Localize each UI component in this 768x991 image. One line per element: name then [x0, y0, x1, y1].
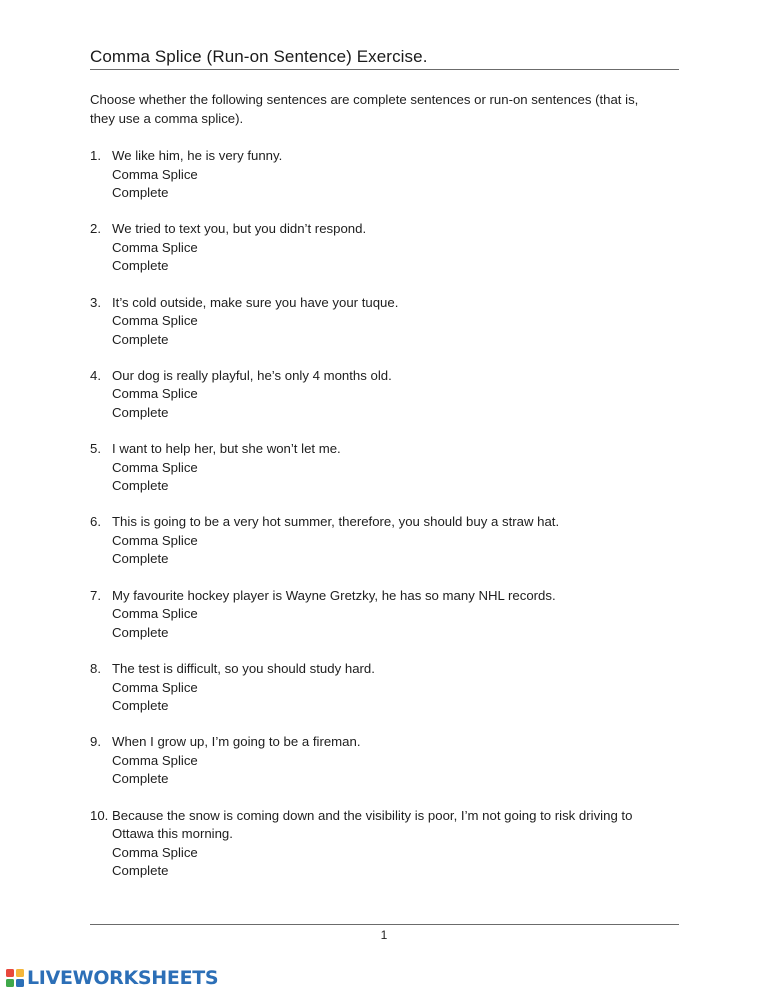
option-comma-splice[interactable]: Comma Splice — [112, 679, 198, 695]
question-sentence-line-1: Because the snow is coming down and the visibility is poor, I’m not going to risk driving to — [112, 807, 633, 823]
question-7 — [90, 587, 690, 643]
worksheet-title: Comma Splice (Run-on Sentence) Exercise. — [90, 47, 428, 66]
liveworksheets-brand[interactable] — [6, 965, 218, 991]
question-number: 7. — [90, 587, 101, 603]
option-comma-splice[interactable]: Comma Splice — [112, 239, 198, 255]
question-sentence-line-2: Ottawa this morning. — [112, 826, 233, 842]
option-complete[interactable]: Complete — [112, 771, 169, 787]
instructions-line-2: they use a comma splice). — [90, 110, 244, 126]
question-1 — [90, 147, 690, 203]
option-complete[interactable]: Complete — [112, 551, 169, 567]
option-comma-splice[interactable]: Comma Splice — [112, 606, 198, 622]
option-complete[interactable]: Complete — [112, 331, 169, 347]
instructions — [90, 91, 690, 128]
question-number: 6. — [90, 514, 101, 530]
question-number: 2. — [90, 221, 101, 237]
question-number: 9. — [90, 734, 101, 750]
question-sentence: We like him, he is very funny. — [112, 148, 283, 163]
option-comma-splice[interactable]: Comma Splice — [112, 166, 198, 182]
question-8 — [90, 660, 690, 716]
question-sentence: When I grow up, I’m going to be a fireman. — [112, 734, 361, 750]
option-comma-splice[interactable]: Comma Splice — [112, 459, 198, 475]
question-sentence: We tried to text you, but you didn’t respond. — [112, 221, 367, 237]
question-number: 5. — [90, 441, 101, 457]
liveworksheets-logo-icon — [6, 969, 24, 987]
question-4 — [90, 367, 690, 423]
question-number: 3. — [90, 294, 101, 310]
question-number: 4. — [90, 367, 101, 383]
question-sentence: Our dog is really playful, he’s only 4 months old. — [112, 367, 392, 383]
question-sentence: It’s cold outside, make sure you have your tuque. — [112, 294, 399, 310]
option-complete[interactable]: Complete — [112, 258, 169, 274]
option-complete[interactable]: Complete — [112, 698, 169, 714]
question-6 — [90, 513, 690, 569]
option-complete[interactable]: Complete — [112, 478, 169, 494]
option-comma-splice[interactable]: Comma Splice — [112, 752, 198, 768]
question-3 — [90, 294, 690, 350]
option-complete[interactable]: Complete — [112, 404, 169, 420]
question-sentence: I want to help her, but she won’t let me. — [112, 441, 341, 457]
question-9 — [90, 733, 690, 789]
question-sentence: This is going to be a very hot summer, therefore, you should buy a straw hat. — [112, 514, 560, 530]
question-sentence: My favourite hockey player is Wayne Gretzky, he has so many NHL records. — [112, 587, 556, 603]
question-number: 8. — [90, 661, 101, 677]
question-2 — [90, 220, 690, 276]
question-list — [90, 147, 690, 898]
title-divider — [90, 69, 679, 70]
footer-divider — [90, 924, 679, 925]
question-5 — [90, 440, 690, 496]
brand-name: LIVEWORKSHEETS — [27, 967, 219, 989]
question-sentence: The test is difficult, so you should study hard. — [112, 661, 375, 677]
question-number: 10. — [90, 807, 109, 823]
instructions-line-1: Choose whether the following sentences are complete sentences or run-on sentences (that is, — [90, 92, 639, 107]
option-complete[interactable]: Complete — [112, 624, 169, 640]
option-comma-splice[interactable]: Comma Splice — [112, 844, 198, 860]
option-complete[interactable]: Complete — [112, 863, 169, 879]
option-comma-splice[interactable]: Comma Splice — [112, 313, 198, 329]
option-comma-splice[interactable]: Comma Splice — [112, 386, 198, 402]
page-number: 1 — [380, 928, 388, 942]
question-number: 1. — [90, 148, 101, 163]
option-complete[interactable]: Complete — [112, 185, 169, 200]
question-10 — [90, 807, 690, 881]
option-comma-splice[interactable]: Comma Splice — [112, 532, 198, 548]
